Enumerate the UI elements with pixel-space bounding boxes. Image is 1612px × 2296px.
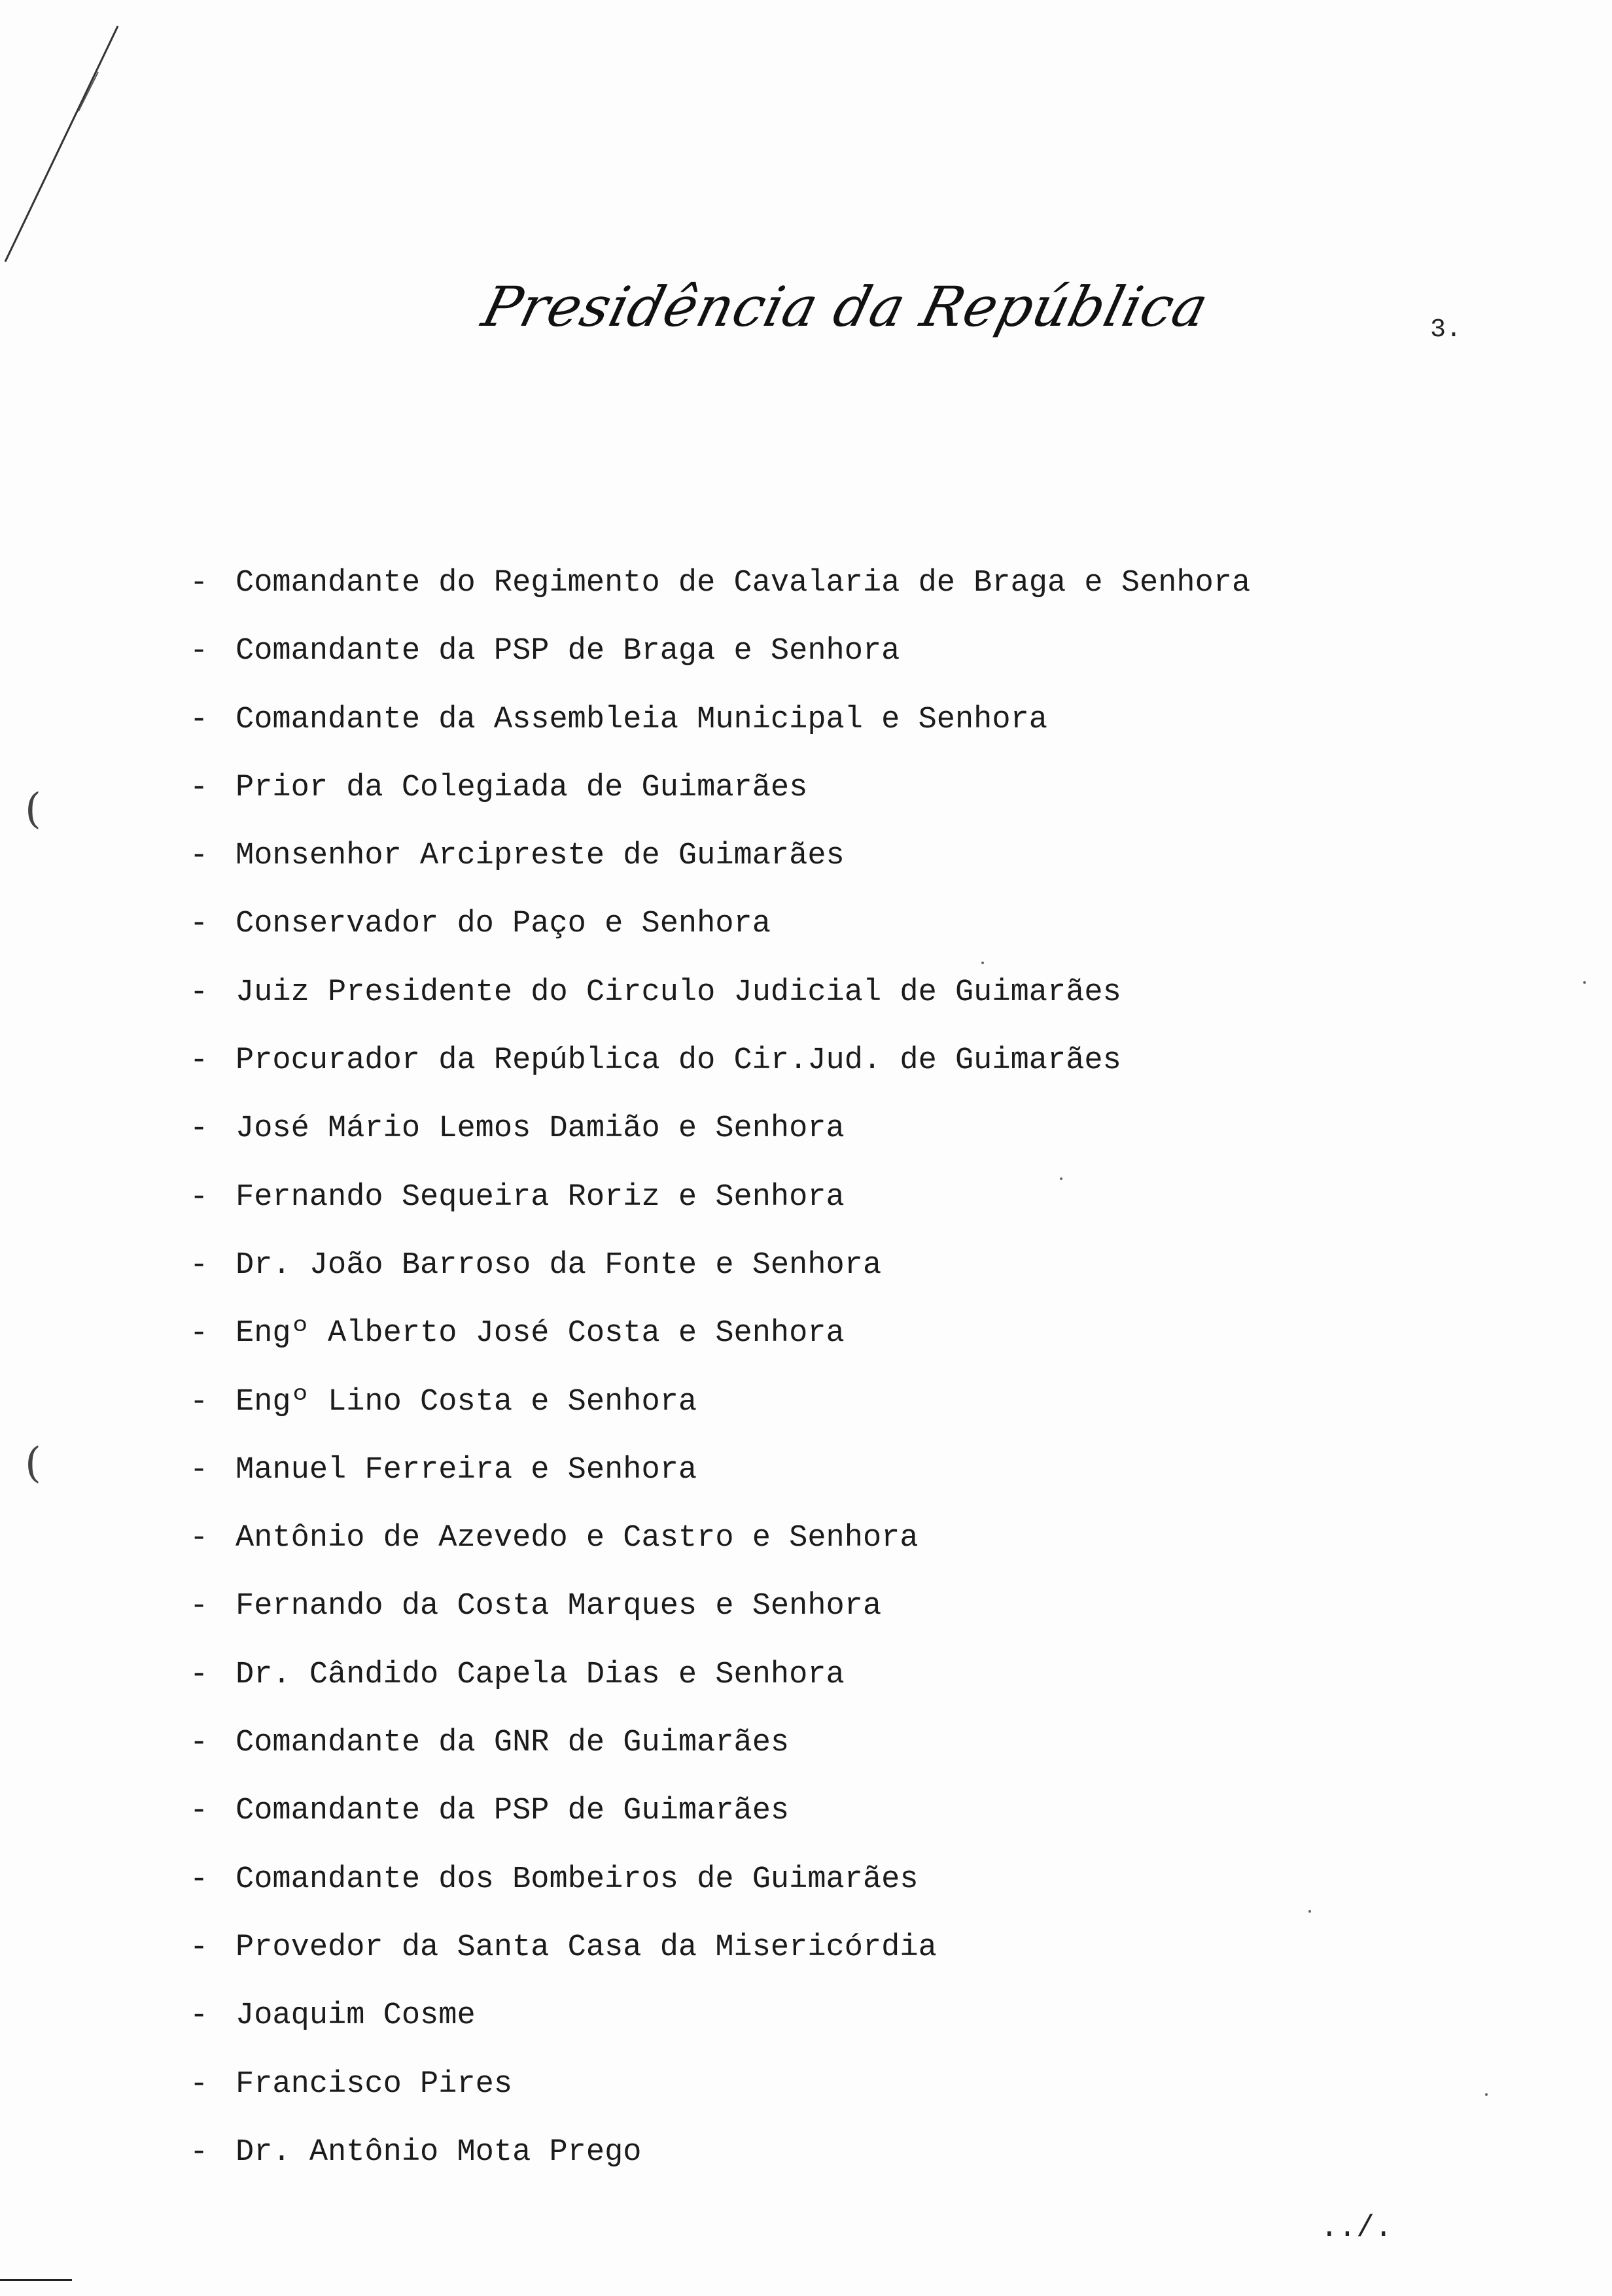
guest-name: Comandante da PSP de Guimarães (236, 1794, 790, 1829)
guest-name: Antônio de Azevedo e Castro e Senhora (236, 1521, 919, 1556)
list-item: - Juiz Presidente do Circulo Judicial de Guimarães (190, 975, 1121, 1010)
guest-name: Manuel Ferreira e Senhora (236, 1452, 697, 1487)
guest-name: Fernando Sequeira Roriz e Senhora (236, 1179, 845, 1215)
list-item: - José Mário Lemos Damião e Senhora (190, 1111, 845, 1147)
left-margin-mark: ( (25, 1439, 41, 1487)
guest-name: Comandante do Regimento de Cavalaria de Braga e Senhora (236, 566, 1251, 600)
scan-edge-line (0, 2279, 72, 2281)
guest-name: Dr. Antônio Mota Prego (236, 2134, 642, 2170)
guest-name: Comandante dos Bombeiros de Guimarães (236, 1862, 919, 1897)
guest-list (190, 564, 1433, 2201)
list-item: - Comandante da GNR de Guimarães (190, 1726, 790, 1761)
list-item: - Fernando Sequeira Roriz e Senhora (190, 1179, 845, 1215)
list-item: - Monsenhor Arcipreste de Guimarães (190, 839, 845, 874)
guest-name: Fernando da Costa Marques e Senhora (236, 1589, 882, 1624)
guest-name: Engº Lino Costa e Senhora (236, 1384, 697, 1419)
list-item: - Fernando da Costa Marques e Senhora (190, 1589, 882, 1624)
guest-name: Engº Alberto José Costa e Senhora (236, 1316, 845, 1351)
scan-stroke-mark (0, 0, 144, 275)
scan-speck (981, 962, 984, 964)
list-item: - Comandante da PSP de Guimarães (190, 1794, 790, 1829)
list-item: - Engº Lino Costa e Senhora (190, 1384, 697, 1419)
list-item: - Comandante da PSP de Braga e Senhora (190, 634, 900, 669)
list-item: - Engº Alberto José Costa e Senhora (190, 1316, 845, 1351)
left-margin-mark: ( (25, 785, 41, 833)
list-item: - Procurador da República do Cir.Jud. de Guimarães (190, 1043, 1121, 1079)
continuation-mark: ../. (1320, 2211, 1393, 2245)
list-item: - Prior da Colegiada de Guimarães (190, 770, 808, 805)
list-item: - Dr. João Barroso da Fonte e Senhora (190, 1247, 882, 1283)
scan-speck (1485, 2093, 1488, 2096)
list-item: - Provedor da Santa Casa da Misericórdia (190, 1930, 937, 1965)
scan-speck (1583, 981, 1586, 984)
letterhead: Presidência da República (476, 275, 1215, 339)
list-item: - Dr. Antônio Mota Prego (190, 2134, 642, 2170)
page-number: 3. (1430, 315, 1462, 345)
list-item: - Dr. Cândido Capela Dias e Senhora (190, 1657, 845, 1692)
list-item: - Francisco Pires (190, 2066, 513, 2102)
list-item: - Comandante da Assembleia Municipal e Senhora (190, 702, 1048, 737)
guest-name: Comandante da GNR de Guimarães (236, 1726, 790, 1761)
list-item: - Joaquim Cosme (190, 1998, 476, 2034)
guest-name: Juiz Presidente do Circulo Judicial de Guimarães (236, 975, 1121, 1010)
guest-name: Comandante da Assembleia Municipal e Senhora (236, 702, 1048, 737)
guest-name: Dr. João Barroso da Fonte e Senhora (236, 1247, 882, 1283)
guest-name: Conservador do Paço e Senhora (236, 907, 771, 942)
list-item: - Conservador do Paço e Senhora (190, 907, 771, 942)
scan-speck (1060, 1177, 1062, 1180)
guest-name: Provedor da Santa Casa da Misericórdia (236, 1930, 937, 1965)
guest-name: Joaquim Cosme (236, 1998, 476, 2034)
scan-speck (1308, 1910, 1311, 1913)
list-item: - Antônio de Azevedo e Castro e Senhora (190, 1521, 919, 1556)
list-item: - Manuel Ferreira e Senhora (190, 1452, 697, 1487)
guest-name: José Mário Lemos Damião e Senhora (236, 1111, 845, 1147)
guest-name: Comandante da PSP de Braga e Senhora (236, 634, 900, 669)
guest-name: Monsenhor Arcipreste de Guimarães (236, 839, 845, 874)
list-item: - Comandante dos Bombeiros de Guimarães (190, 1862, 919, 1897)
guest-name: Prior da Colegiada de Guimarães (236, 770, 808, 805)
guest-name: Francisco Pires (236, 2066, 513, 2102)
guest-name: Procurador da República do Cir.Jud. de Guimarães (236, 1043, 1121, 1079)
guest-name: Dr. Cândido Capela Dias e Senhora (236, 1657, 845, 1692)
list-item: - Comandante do Regimento de Cavalaria de Braga e Senhora (190, 566, 1251, 600)
